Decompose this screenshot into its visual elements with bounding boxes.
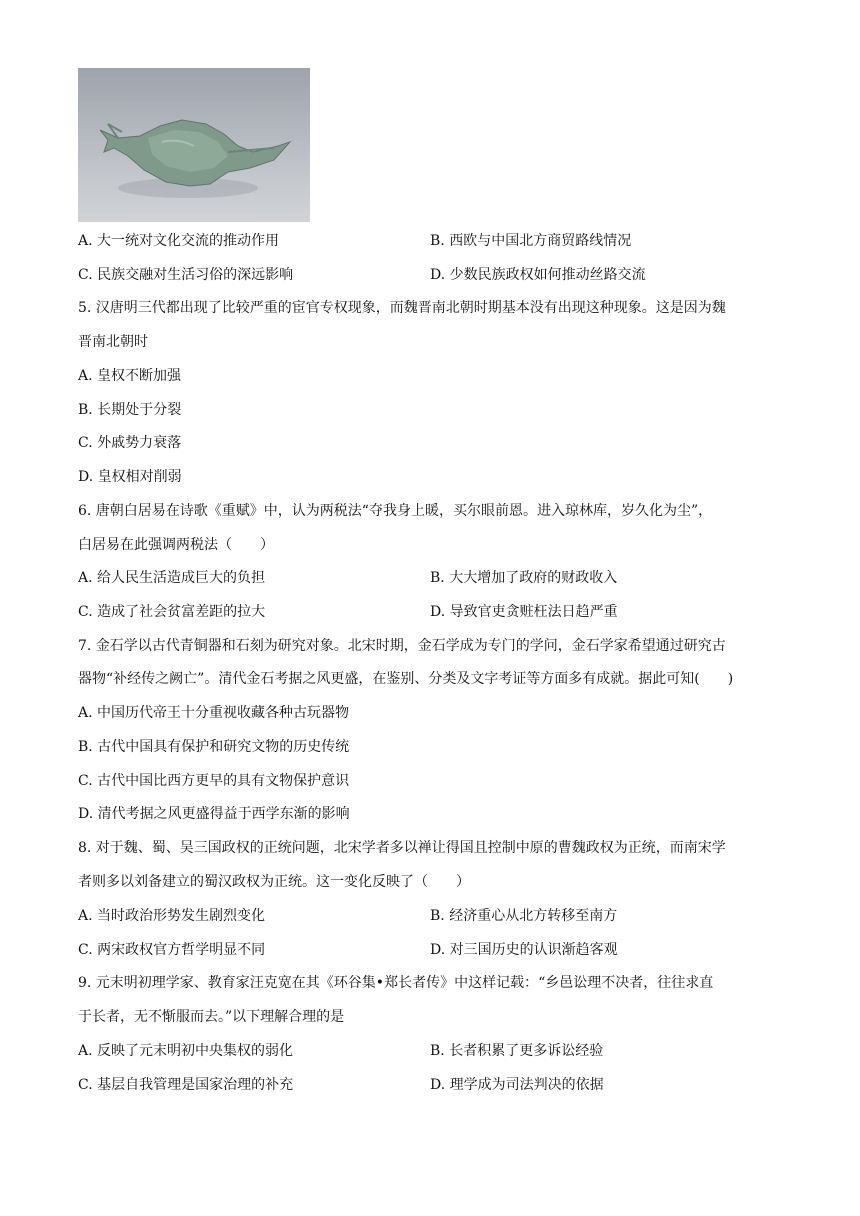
q8-stem-line1: 8. 对于魏、蜀、吴三国政权的正统问题，北宋学者多以禅让得国且控制中原的曹魏政权为正统，而南宋学 [78, 840, 726, 856]
q5-stem-line2: 晋南北朝时 [78, 334, 148, 350]
q5-option-a: A. 皇权不断加强 [78, 368, 182, 384]
q9-stem-line1: 9. 元末明初理学家、教育家汪克宽在其《环谷集•郑长者传》中这样记载：“乡邑讼理不决者，往往求直 [78, 975, 714, 991]
q7-option-a: A. 中国历代帝王十分重视收藏各种古玩器物 [78, 705, 350, 721]
q4-option-c: C. 民族交融对生活习俗的深远影响 [78, 267, 294, 283]
q4-option-b: B. 西欧与中国北方商贸路线情况 [430, 233, 632, 249]
q7-stem-line2: 器物“补经传之阙亡”。清代金石考据之风更盛，在鉴别、分类及文字考证等方面多有成就。据此可知( ) [78, 671, 734, 687]
q9-option-a: A. 反映了元末明初中央集权的弱化 [78, 1043, 294, 1059]
q5-option-d: D. 皇权相对削弱 [78, 469, 182, 485]
q7-option-c: C. 古代中国比西方更早的具有文物保护意识 [78, 773, 350, 789]
q7-stem-line1: 7. 金石学以古代青铜器和石刻为研究对象。北宋时期，金石学成为专门的学问，金石学家希望通过研究古 [78, 638, 726, 654]
q6-stem-line1: 6. 唐朝白居易在诗歌《重赋》中，认为两税法“夺我身上暖，买尔眼前恩。进入琼林库，岁久化为尘”， [78, 503, 713, 519]
q7-option-b: B. 古代中国具有保护和研究文物的历史传统 [78, 739, 350, 755]
q6-option-a: A. 给人民生活造成巨大的负担 [78, 570, 266, 586]
q9-option-d: D. 理学成为司法判决的依据 [430, 1077, 604, 1093]
q6-option-c: C. 造成了社会贫富差距的拉大 [78, 604, 266, 620]
q9-stem-line2: 于长者，无不惭服而去。”以下理解合理的是 [78, 1009, 345, 1025]
q6-stem-line2: 白居易在此强调两税法（ ） [78, 537, 274, 553]
q6-option-d: D. 导致官吏贪赃枉法日趋严重 [430, 604, 618, 620]
q5-stem-line1: 5. 汉唐明三代都出现了比较严重的宦官专权现象，而魏晋南北朝时期基本没有出现这种现象。这是因为魏 [78, 300, 726, 316]
q8-option-b: B. 经济重心从北方转移至南方 [430, 908, 618, 924]
q9-option-b: B. 长者积累了更多诉讼经验 [430, 1043, 604, 1059]
q7-option-d: D. 清代考据之风更盛得益于西学东渐的影响 [78, 806, 350, 822]
glass-vessel-image [78, 68, 310, 222]
q4-option-d: D. 少数民族政权如何推动丝路交流 [430, 267, 646, 283]
q5-option-b: B. 长期处于分裂 [78, 402, 182, 418]
q8-option-c: C. 两宋政权官方哲学明显不同 [78, 942, 266, 958]
q8-option-d: D. 对三国历史的认识渐趋客观 [430, 942, 618, 958]
q6-option-b: B. 大大增加了政府的财政收入 [430, 570, 618, 586]
q4-option-a: A. 大一统对文化交流的推动作用 [78, 233, 280, 249]
q8-option-a: A. 当时政治形势发生剧烈变化 [78, 908, 266, 924]
q8-stem-line2: 者则多以刘备建立的蜀汉政权为正统。这一变化反映了（ ） [78, 874, 470, 890]
q5-option-c: C. 外戚势力衰落 [78, 435, 182, 451]
q9-option-c: C. 基层自我管理是国家治理的补充 [78, 1077, 294, 1093]
artifact-photo [78, 68, 310, 222]
